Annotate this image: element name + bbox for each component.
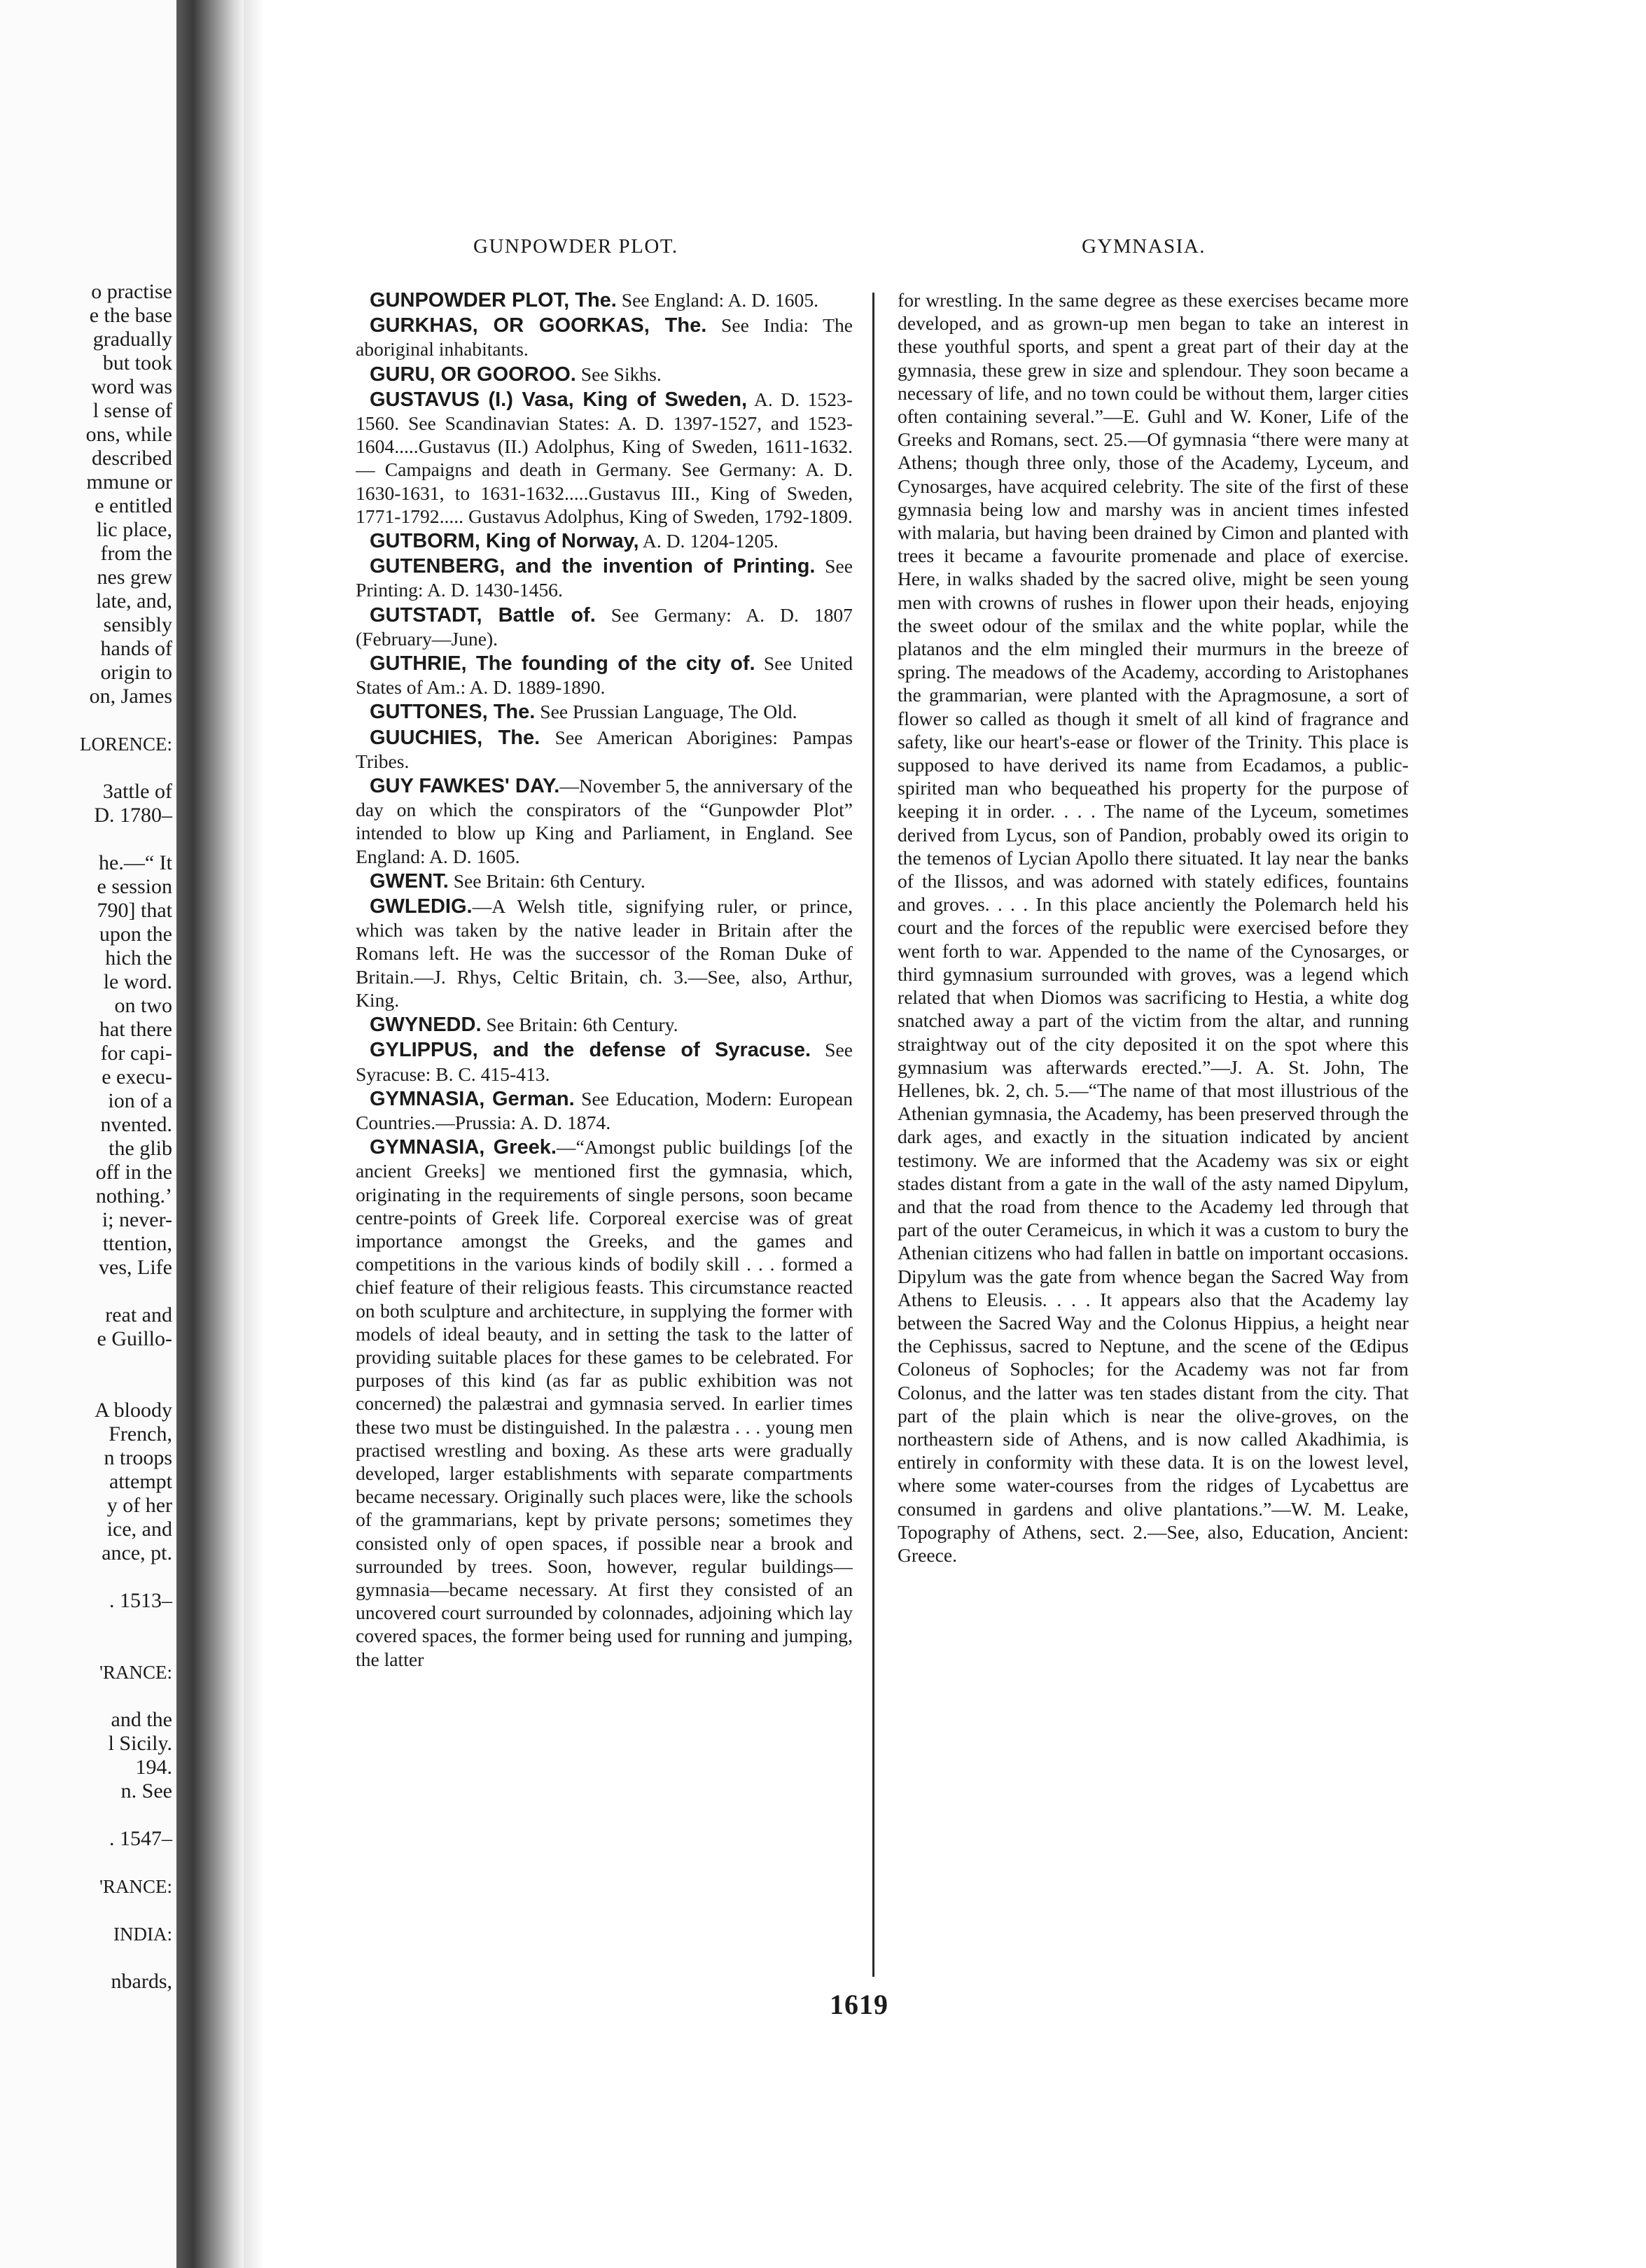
prev-page-line: nvented.	[100, 1113, 172, 1136]
prev-page-line: reat and	[105, 1303, 172, 1326]
entry: GUTHRIE, The founding of the city of. See United States of Am.: A. D. 1889-1890.	[356, 652, 853, 699]
prev-page-line: D. 1780–	[94, 804, 172, 827]
prev-page-line: 3attle of	[102, 780, 172, 803]
continued-text: for wrestling. In the same degree as these exercises became more developed, and as grown-up men began to take an interest in these youthful sports, and spent a great part of their day at the gymnasia, these grew in size and splendour. They soon became a necessary of life, and no town could be without them, larger cities often containing several.”—E. Guhl and W. Koner, Life of the Greeks and Romans, sect. 25.—Of gymnasia “there were many at Athens; though three only, those of the Academy, Lyceum, and Cynosarges, have acquired celebrity. The site of the first of these gymnasia being low and marshy was in ancient times infested with malaria, but having been drained by Cimon and planted with trees it became a favourite promenade and place of exercise. Here, in walks shaded by the sacred olive, might be seen young men with crowns of rushes in flower upon their heads, enjoying the sweet odour of the smilax and the white poplar, while the platanos and the elm mingled their murmurs in the breeze of spring. The meadows of the Academy, according to Aristophanes the grammarian, were planted with the Apragmosune, a sort of flower so called as though it smelt of all kind of fragrance and safety, like our heart's-ease or flower of the Trinity. This place is supposed to have derived its name from Ecadamos, a public-spirited man who bequeathed his property for the purpose of keeping it in order. . . . The name of the Lyceum, sometimes derived from Lycus, son of Pandion, probably owed its origin to the temenos of Lycian Apollo there situated. It lay near the banks of the Ilissos, and was adorned with stately edifices, fountains and groves. . . . In this place anciently the Polemarch held his court and the forces of the republic were exercised before they went forth to war. Appended to the name of the Cynosarges, or third gymnasium surrounded with groves, was a legend which related that when Diomos was sacrificing to Hestia, a white dog snatched away a part of the victim from the altar, and running straightway out of the city deposited it on the spot where this gymnasium was afterwards erected.”—J. A. St. John, The Hellenes, bk. 2, ch. 5.—“The name of that most illustrious of the Athenian gymnasia, the Academy, has been preserved through the dark ages, and exactly in the situation indicated by ancient testimony. We are informed that the Academy was six or eight stades distant from a gate in the wall of the asty named Dipylum, and that the road from thence to the Academy led through that part of the outer Cerameicus, in which it was a custom to bury the Athenian citizens who had fallen in battle on important occasions. Dipylum was the gate from whence began the Sacred Way from Athens to Eleusis. . . . It appears also that the Academy lay between the Sacred Way and the Colonus Hippius, a height near the Cephissus, sacred to Neptune, and the scene of the Œdipus Coloneus of Sophocles; for the Academy was not far from Colonus, and the latter was ten stades distant from the city. That part of the plain which is near the olive-groves, on the northeastern side of Athens, and is now called Akadhimia, is entirely in conformity with these data. It is on the lowest level, where some water-courses from the ridges of Lycabettus are consumed in gardens and olive plantations.”—W. M. Leake, Topography of Athens, sect. 2.—See, also, Education, Ancient: Greece.	[898, 289, 1409, 1566]
running-head-right: GYMNASIA.	[1082, 235, 1206, 258]
prev-page-line: hands of	[100, 637, 172, 660]
previous-page-fragment	[0, 0, 176, 2268]
prev-page-line: word was	[91, 375, 172, 398]
running-head-left: GUNPOWDER PLOT.	[473, 235, 678, 258]
prev-page-line: o practise	[91, 280, 172, 303]
entry: GUY FAWKES' DAY.—November 5, the anniversary of the day on which the conspirators of the “Gunpowder Plot” intended to blow up King and Parliament, in England. See England: A. D. 1605.	[356, 775, 853, 867]
prev-page-line: ves, Life	[99, 1256, 172, 1279]
prev-page-line: gradually	[92, 328, 172, 351]
prev-page-line: e entitled	[95, 494, 172, 517]
entry: GURKHAS, OR GOORKAS, The. See India: The aboriginal inhabitants.	[356, 314, 853, 360]
book-gutter	[176, 0, 244, 2268]
prev-page-line: INDIA:	[113, 1924, 172, 1945]
entry: GURU, OR GOOROO. See Sikhs.	[370, 363, 662, 386]
entry: GWENT. See Britain: 6th Century.	[370, 869, 646, 892]
entry: GUUCHIES, The. See American Aborigines: Pampas Tribes.	[356, 726, 853, 772]
prev-page-line: hat there	[99, 1018, 172, 1041]
prev-page-line: nes grew	[97, 566, 172, 589]
prev-page-line: off in the	[95, 1161, 172, 1184]
prev-page-line: e Guillo-	[97, 1327, 172, 1350]
prev-page-line: and the	[111, 1708, 172, 1731]
prev-page-line: but took	[102, 351, 172, 374]
entry: GUSTAVUS (I.) Vasa, King of Sweden, A. D. 1523-1560. See Scandinavian States: A. D. 1397-1527, and 1523-1604.....Gustavus (II.) Adolphus, King of Sweden, 1611-1632.— Campaigns and death in Germany. See Germany: A. D. 1630-1631, to 1631-1632.....Gustavus III., King of Sweden, 1771-1792..... Gustavus Adolphus, King of Sweden, 1792-1809.	[356, 388, 853, 527]
entry: GUTSTADT, Battle of. See Germany: A. D. 1807 (February—June).	[356, 603, 853, 650]
prev-page-line: 'RANCE:	[99, 1662, 172, 1683]
prev-page-line: sensibly	[103, 613, 172, 636]
prev-page-line: nbards,	[111, 1970, 172, 1993]
prev-page-line: late, and,	[95, 589, 172, 612]
gutter-shadow	[244, 0, 265, 2268]
prev-page-line: the glib	[109, 1137, 172, 1160]
prev-page-line: he.—“ It	[99, 851, 172, 874]
entry: GUTTONES, The. See Prussian Language, The Old.	[370, 701, 797, 724]
entry: GUTENBERG, and the invention of Printing. See Printing: A. D. 1430-1456.	[356, 555, 853, 601]
entry: GYMNASIA, Greek.—“Amongst public buildings [of the ancient Greeks] we mentioned first the gymnasia, which, originating in the requirements of single persons, soon became centre-points of Greek life. Corporeal exercise was of great importance amongst the Greeks, and the games and competitions in the various kinds of bodily skill . . . formed a chief feature of their religious feasts. This circumstance reacted on both sculpture and architecture, in supplying the former with models of ideal beauty, and in setting the task to the latter of providing suitable places for these games to be celebrated. For purposes of this kind (as far as public exhibition was not concerned) the palæstrai and gymnasia served. In earlier times these two must be distinguished. In the palæstra . . . young men practised wrestling and boxing. As these arts were gradually developed, larger establishments with separate compartments became necessary. Originally such places were, like the schools of the grammarians, kept by private persons; sometimes they consisted only of open spaces, if possible near a brook and surrounded by trees. Soon, however, regular buildings—gymnasia—became necessary. At first they consisted of an uncovered court surrounded by colonnades, adjoining which lay covered spaces, the former being used for running and jumping, the latter	[356, 1136, 853, 1670]
entry: GYLIPPUS, and the defense of Syracuse. See Syracuse: B. C. 415-413.	[356, 1039, 853, 1085]
prev-page-line: origin to	[100, 661, 172, 684]
entry: GYMNASIA, German. See Education, Modern: European Countries.—Prussia: A. D. 1874.	[356, 1087, 853, 1133]
prev-page-line: nothing.’	[95, 1184, 172, 1208]
prev-page-line: mmune or	[86, 470, 172, 493]
prev-page-line: lic place,	[96, 518, 172, 541]
entry: GWLEDIG.—A Welsh title, signifying ruler, or prince, which was taken by the native leader in Britain after the Romans left. He was the successor of the Roman Duke of Britain.—J. Rhys, Celtic Britain, ch. 3.—See, also, Arthur, King.	[356, 895, 853, 1011]
prev-page-line: l Sicily.	[108, 1732, 172, 1755]
prev-page-line: ons, while	[85, 423, 172, 446]
prev-page-line: . 1513–	[109, 1589, 172, 1612]
prev-page-line: i; never-	[102, 1208, 172, 1231]
prev-page-line: on two	[114, 994, 172, 1017]
entry: GUNPOWDER PLOT, The. See England: A. D. 1605.	[370, 289, 819, 312]
prev-page-line: upon the	[99, 923, 172, 946]
left-column	[356, 288, 853, 1975]
prev-page-line: French,	[109, 1422, 172, 1446]
prev-page-line: 790] that	[97, 899, 172, 922]
prev-page-line: 194.	[135, 1756, 172, 1779]
prev-page-line: ice, and	[106, 1518, 172, 1541]
prev-page-line: l sense of	[92, 399, 172, 422]
page-number: 1619	[830, 1989, 888, 2020]
prev-page-line: from the	[100, 542, 172, 565]
prev-page-line: described	[92, 447, 172, 470]
prev-page-line: . 1547–	[109, 1827, 172, 1850]
prev-page-line: attempt	[109, 1470, 172, 1493]
prev-page-line: y of her	[106, 1494, 172, 1517]
prev-page-line: on, James	[89, 685, 172, 708]
right-column	[898, 288, 1409, 1975]
prev-page-line: A bloody	[95, 1399, 172, 1422]
prev-page-line: ttention,	[102, 1232, 172, 1255]
prev-page-line: LORENCE:	[80, 734, 172, 755]
prev-page-line: 'RANCE:	[99, 1876, 172, 1897]
prev-page-line: e the base	[89, 304, 172, 327]
prev-page-line: hich the	[105, 946, 172, 969]
prev-page-line: le word.	[103, 970, 172, 993]
entry: GUTBORM, King of Norway, A. D. 1204-1205.	[370, 530, 779, 553]
prev-page-line: n troops	[104, 1446, 172, 1469]
entry: GWYNEDD. See Britain: 6th Century.	[370, 1014, 678, 1037]
prev-page-line: for capi-	[100, 1042, 172, 1065]
prev-page-line: e session	[97, 875, 172, 898]
prev-page-line: ance, pt.	[102, 1541, 172, 1564]
prev-page-line: ion of a	[108, 1089, 172, 1112]
prev-page-line: n. See	[120, 1779, 172, 1802]
column-rule	[872, 293, 874, 1977]
prev-page-line: e execu-	[102, 1065, 172, 1088]
